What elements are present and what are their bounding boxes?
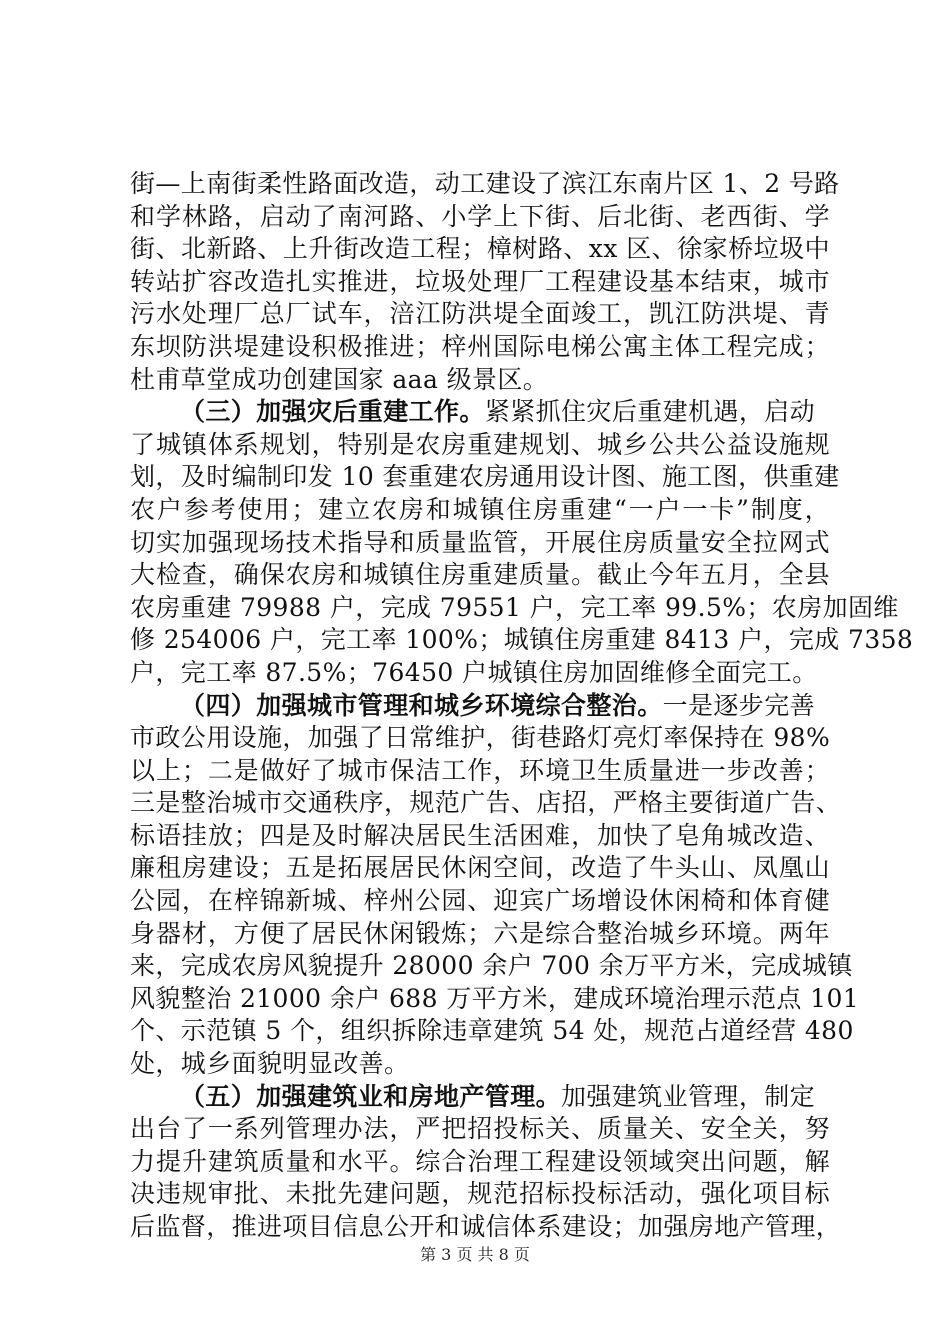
- text-line: 切实加强现场技术指导和质量监管，开展住房质量安全拉网式: [130, 527, 830, 557]
- text-line: 身器材，方便了居民休闲锻炼；六是综合整治城乡环境。两年: [130, 918, 830, 948]
- text-line: [130, 1081, 830, 1114]
- text-line: 个、示范镇 5 个，组织拆除违章建筑 54 处，规范占道经营 480: [130, 1016, 854, 1046]
- paragraph-construction-real-estate: [130, 1081, 842, 1244]
- paragraph-city-management: [130, 690, 860, 1081]
- text-run: 加强建筑业管理，制定: [561, 1081, 816, 1111]
- text-line: 处，城乡面貌明显改善。: [130, 1049, 410, 1079]
- text-line: 标语挂放；四是及时解决居民生活困难，加快了皂角城改造、: [130, 820, 830, 850]
- text-line: 风貌整治 21000 余户 688 万平方米，建成环境治理示范点 101: [130, 983, 860, 1013]
- text-line: 污水处理厂总厂试车，涪江防洪堤全面竣工，凯江防洪堤、青: [130, 299, 830, 329]
- text-line: 东坝防洪堤建设积极推进；梓州国际电梯公寓主体工程完成；: [130, 331, 830, 361]
- body-text: [130, 168, 914, 1244]
- section-heading: （五）加强建筑业和房地产管理。: [180, 1081, 562, 1111]
- paragraph-continuation: [130, 168, 840, 396]
- text-line: 以上；二是做好了城市保洁工作，环境卫生质量进一步改善；: [130, 755, 830, 785]
- text-run: 紧紧抓住灾后重建机遇，启动: [484, 397, 816, 427]
- text-line: 农户参考使用；建立农房和城镇住房重建“一户一卡”制度，: [130, 494, 830, 524]
- text-line: 杜甫草堂成功创建国家 aaa 级景区。: [130, 364, 549, 394]
- text-line: 大检查，确保农房和城镇住房重建质量。截止今年五月，全县: [130, 560, 830, 590]
- text-line: 出台了一系列管理办法，严把招投标关、质量关、安全关，努: [130, 1114, 830, 1144]
- text-line: 户，完工率 87.5%；76450 户城镇住房加固维修全面完工。: [130, 657, 818, 687]
- text-line: 后监督，推进项目信息公开和诚信体系建设；加强房地产管理，: [130, 1212, 842, 1241]
- text-line: 和学林路，启动了南河路、小学上下街、后北街、老西街、学: [130, 201, 830, 231]
- text-line: 廉租房建设；五是拓展居民休闲空间，改造了牛头山、凤凰山: [130, 853, 830, 883]
- section-heading: （三）加强灾后重建工作。: [180, 397, 485, 427]
- text-line: 转站扩容改造扎实推进，垃圾处理厂工程建设基本结束，城市: [130, 266, 830, 296]
- text-line: 公园，在梓锦新城、梓州公园、迎宾广场增设休闲椅和体育健: [130, 886, 830, 916]
- paragraph-disaster-reconstruction: [130, 396, 914, 689]
- text-line: 力提升建筑质量和水平。综合治理工程建设领域突出问题，解: [130, 1146, 830, 1176]
- text-line: [130, 396, 830, 429]
- text-line: 街—上南街柔性路面改造，动工建设了滨江东南片区 1、2 号路: [130, 169, 840, 198]
- text-line: 划，及时编制印发 10 套重建农房通用设计图、施工图，供重建: [130, 462, 840, 492]
- page-number-footer: 第 3 页 共 8 页: [420, 1245, 530, 1264]
- text-line: 了城镇体系规划，特别是农房重建规划、城乡公共公益设施规: [130, 429, 830, 459]
- section-heading: （四）加强城市管理和城乡环境综合整治。: [180, 690, 663, 720]
- text-line: 三是整治城市交通秩序，规范广告、店招，严格主要街道广告、: [130, 788, 842, 818]
- text-line: 市政公用设施，加强了日常维护，街巷路灯亮灯率保持在 98%: [130, 723, 831, 753]
- text-run: 一是逐步完善: [662, 690, 816, 720]
- text-line: 修 254006 户，完工率 100%；城镇住房重建 8413 户，完成 7358: [130, 625, 914, 655]
- text-line: 街、北新路、上升街改造工程；樟树路、xx 区、徐家桥垃圾中: [130, 234, 830, 264]
- text-line: 农房重建 79988 户，完成 79551 户，完工率 99.5%；农房加固维: [130, 592, 899, 622]
- text-line: 来，完成农房风貌提升 28000 余户 700 余万平方米，完成城镇: [130, 951, 853, 981]
- text-line: 决违规审批、未批先建问题，规范招标投标活动，强化项目标: [130, 1179, 830, 1209]
- text-line: [130, 690, 830, 723]
